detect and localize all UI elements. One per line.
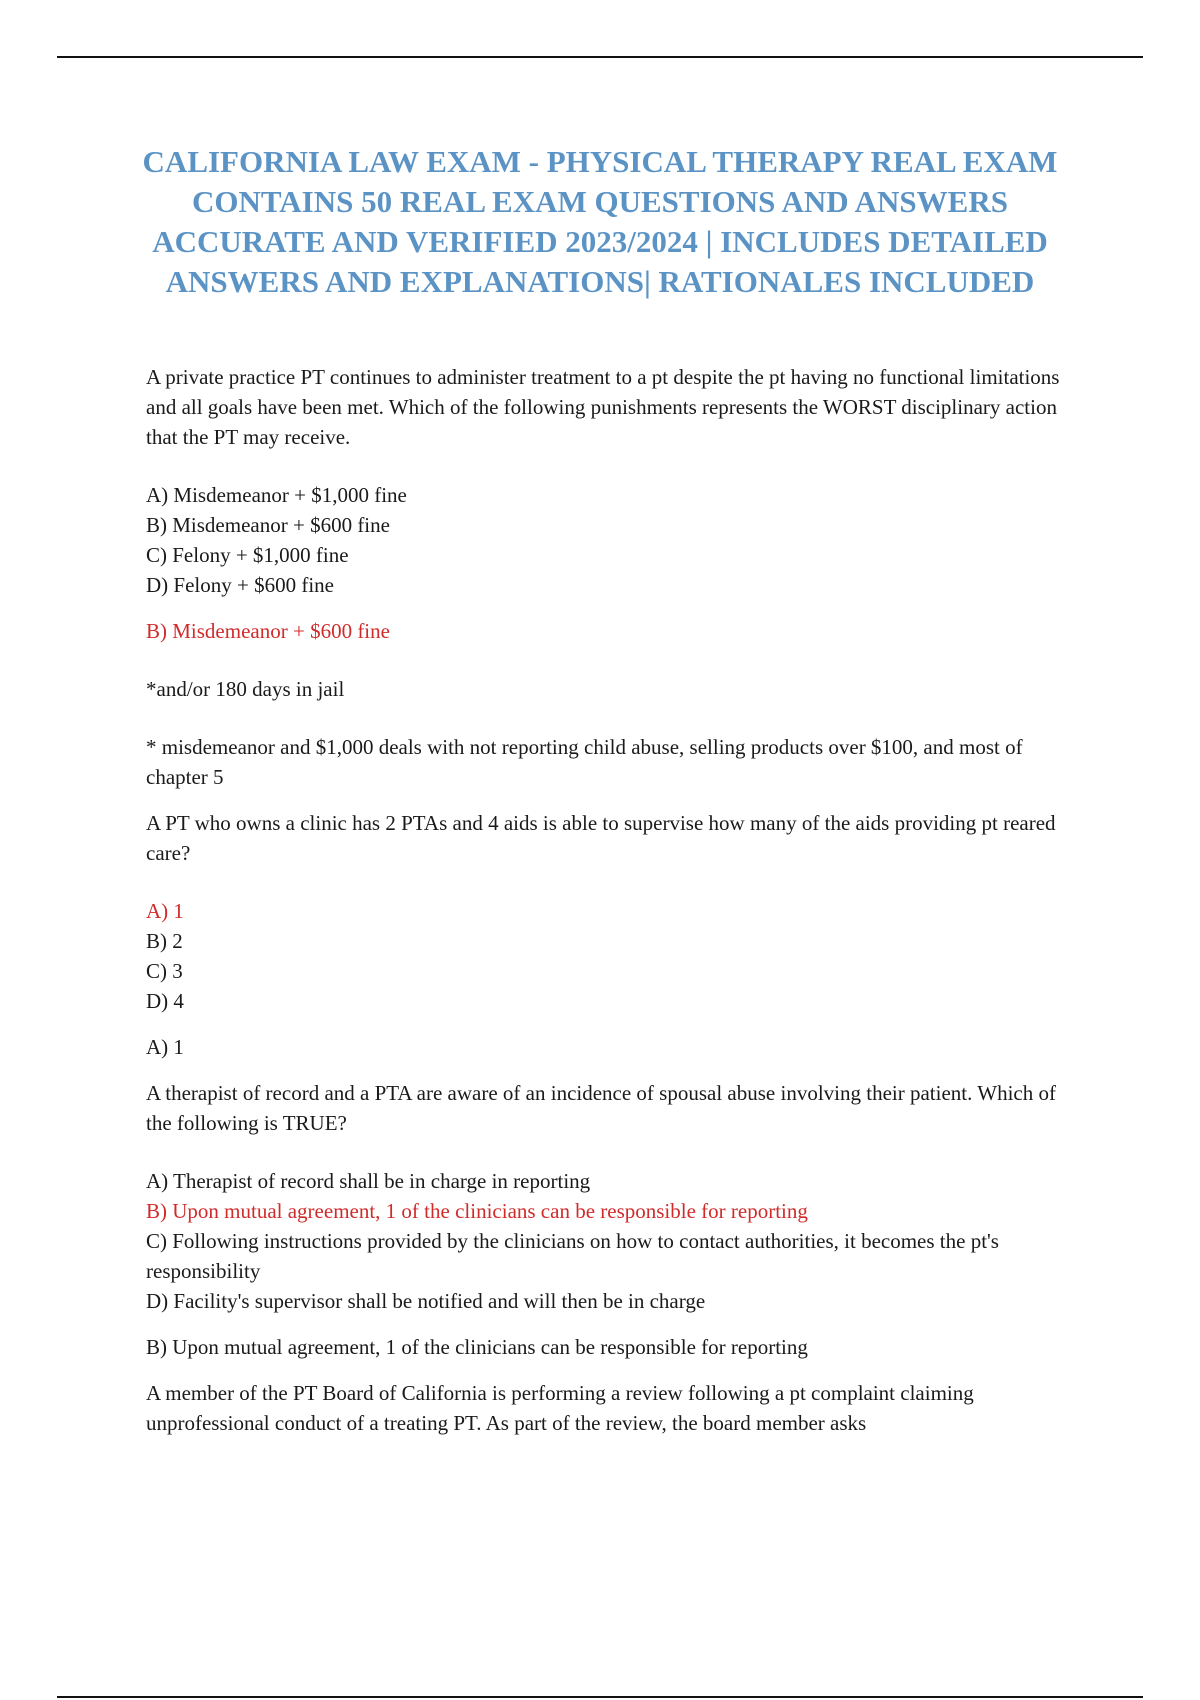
bottom-rule [57,1696,1143,1698]
document-body [146,362,1086,1438]
question-2: A PT who owns a clinic has 2 PTAs and 4 aids is able to supervise how many of the aids providing pt reared care? [146,811,1056,865]
question-4: A member of the PT Board of California is performing a review following a pt complaint claiming unprofessional conduct of a treating PT. As part of the review, the board member asks [146,1381,974,1435]
q1-option-b: B) Misdemeanor + $600 fine [146,513,390,537]
q1-note-2: * misdemeanor and $1,000 deals with not reporting child abuse, selling products over $100, and most of chapter 5 [146,735,1023,789]
q2-option-d: D) 4 [146,989,184,1013]
q2-answer: A) 1 [146,1035,184,1059]
q2-option-a: A) 1 [146,899,184,923]
document-title: CALIFORNIA LAW EXAM - PHYSICAL THERAPY REAL EXAM CONTAINS 50 REAL EXAM QUESTIONS AND ANSWERS ACCURATE AND VERIFIED 2023/2024 | INCLUDES DETAILED ANSWERS AND EXPLANATIONS| RATIONALES INCLUDED [142,144,1058,299]
question-1: A private practice PT continues to administer treatment to a pt despite the pt having no functional limitations and all goals have been met. Which of the following punishments represents the WORST disciplinary action that the PT may receive. [146,365,1060,449]
q1-answer: B) Misdemeanor + $600 fine [146,619,390,643]
q1-note-1: *and/or 180 days in jail [146,677,345,701]
q3-option-a: A) Therapist of record shall be in charge in reporting [146,1169,591,1193]
q3-answer: B) Upon mutual agreement, 1 of the clinicians can be responsible for reporting [146,1335,808,1359]
q3-option-b: B) Upon mutual agreement, 1 of the clinicians can be responsible for reporting [146,1199,808,1223]
q2-option-c: C) 3 [146,959,183,983]
top-rule [57,56,1143,58]
q2-option-b: B) 2 [146,929,183,953]
q1-option-c: C) Felony + $1,000 fine [146,543,349,567]
question-3: A therapist of record and a PTA are aware of an incidence of spousal abuse involving their patient. Which of the following is TRUE? [146,1081,1056,1135]
question-2-options [146,896,1086,1016]
q3-option-d: D) Facility's supervisor shall be notified and will then be in charge [146,1289,706,1313]
question-3-options [146,1166,1086,1316]
q3-option-c: C) Following instructions provided by the clinicians on how to contact authorities, it becomes the pt's responsibility [146,1229,999,1283]
q1-option-d: D) Felony + $600 fine [146,573,334,597]
q1-option-a: A) Misdemeanor + $1,000 fine [146,483,407,507]
question-1-options [146,480,1086,600]
